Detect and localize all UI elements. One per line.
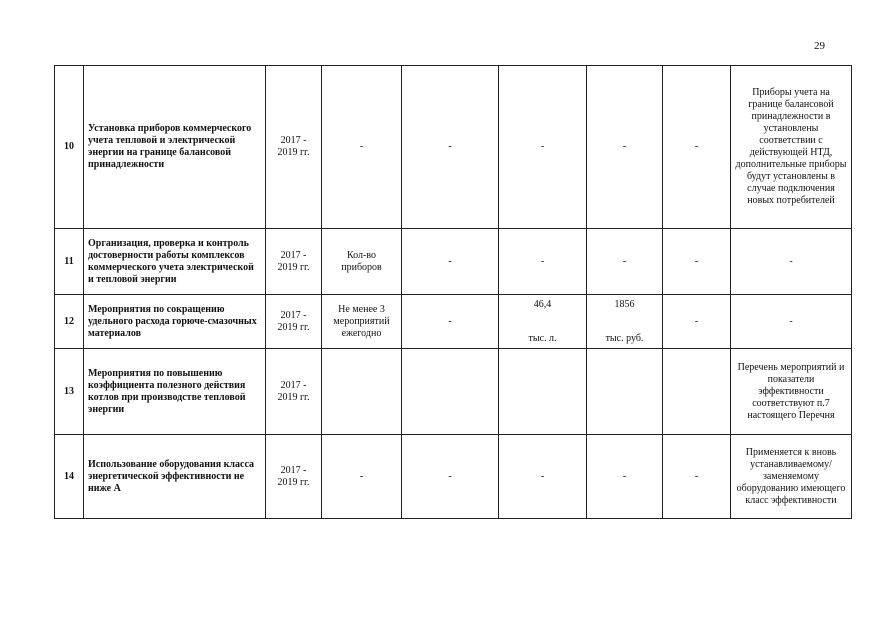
value-cell: -	[587, 229, 663, 295]
value-cell: -	[499, 229, 587, 295]
period-cell: 2017 - 2019 гг.	[266, 435, 322, 519]
volume-cell	[499, 295, 587, 349]
row-number: 14	[55, 435, 84, 519]
period-cell: 2017 - 2019 гг.	[266, 349, 322, 435]
measure-name: Организация, проверка и контроль достоверности работы комплексов коммерческого учета электрической и тепловой энергии	[84, 229, 266, 295]
note-cell: Применяется к вновь устанавливаемому/ заменяемому оборудованию имеющего класс эффективности	[731, 435, 852, 519]
measure-name: Мероприятия по сокращению удельного расхода горюче-смазочных материалов	[84, 295, 266, 349]
period-cell: 2017 - 2019 гг.	[266, 66, 322, 229]
value-cell	[402, 349, 499, 435]
row-number: 12	[55, 295, 84, 349]
table-row	[55, 295, 852, 349]
measures-table	[54, 65, 852, 519]
note-cell: -	[731, 295, 852, 349]
table-row	[55, 66, 852, 229]
volume-unit: тыс. л.	[528, 332, 557, 344]
table-row	[55, 349, 852, 435]
value-cell: -	[402, 66, 499, 229]
note-cell: -	[731, 229, 852, 295]
row-number: 10	[55, 66, 84, 229]
row-number: 13	[55, 349, 84, 435]
indicator-cell	[322, 349, 402, 435]
measure-name: Установка приборов коммерческого учета тепловой и электрической энергии на границе балансовой принадлежности	[84, 66, 266, 229]
value-cell: -	[587, 435, 663, 519]
value-cell: -	[402, 229, 499, 295]
cost-value: 1856	[614, 298, 635, 310]
value-cell	[663, 349, 731, 435]
cost-unit: тыс. руб.	[605, 332, 644, 344]
indicator-cell: -	[322, 66, 402, 229]
value-cell: -	[499, 435, 587, 519]
value-cell: -	[663, 66, 731, 229]
cost-cell	[587, 295, 663, 349]
indicator-cell: Не менее 3 мероприятий ежегодно	[322, 295, 402, 349]
value-cell: -	[587, 66, 663, 229]
indicator-cell: -	[322, 435, 402, 519]
table-row	[55, 229, 852, 295]
value-cell: -	[402, 295, 499, 349]
value-cell	[587, 349, 663, 435]
period-cell: 2017 - 2019 гг.	[266, 229, 322, 295]
value-cell: -	[499, 66, 587, 229]
page-number: 29	[814, 40, 825, 52]
measure-name: Использование оборудования класса энергетической эффективности не ниже А	[84, 435, 266, 519]
period-cell: 2017 - 2019 гг.	[266, 295, 322, 349]
indicator-cell: Кол-во приборов	[322, 229, 402, 295]
value-cell: -	[663, 229, 731, 295]
note-cell: Перечень мероприятий и показатели эффективности соответствуют п.7 настоящего Перечня	[731, 349, 852, 435]
value-cell: -	[663, 295, 731, 349]
value-cell: -	[663, 435, 731, 519]
measure-name: Мероприятия по повышению коэффициента полезного действия котлов при производстве тепловой энергии	[84, 349, 266, 435]
table-row	[55, 435, 852, 519]
volume-value: 46,4	[533, 298, 552, 310]
value-cell: -	[402, 435, 499, 519]
row-number: 11	[55, 229, 84, 295]
value-cell	[499, 349, 587, 435]
note-cell: Приборы учета на границе балансовой принадлежности в установлены соответствии с действующей НТД, дополнительные приборы будут установлены в случае подключения новых потребителей	[731, 66, 852, 229]
